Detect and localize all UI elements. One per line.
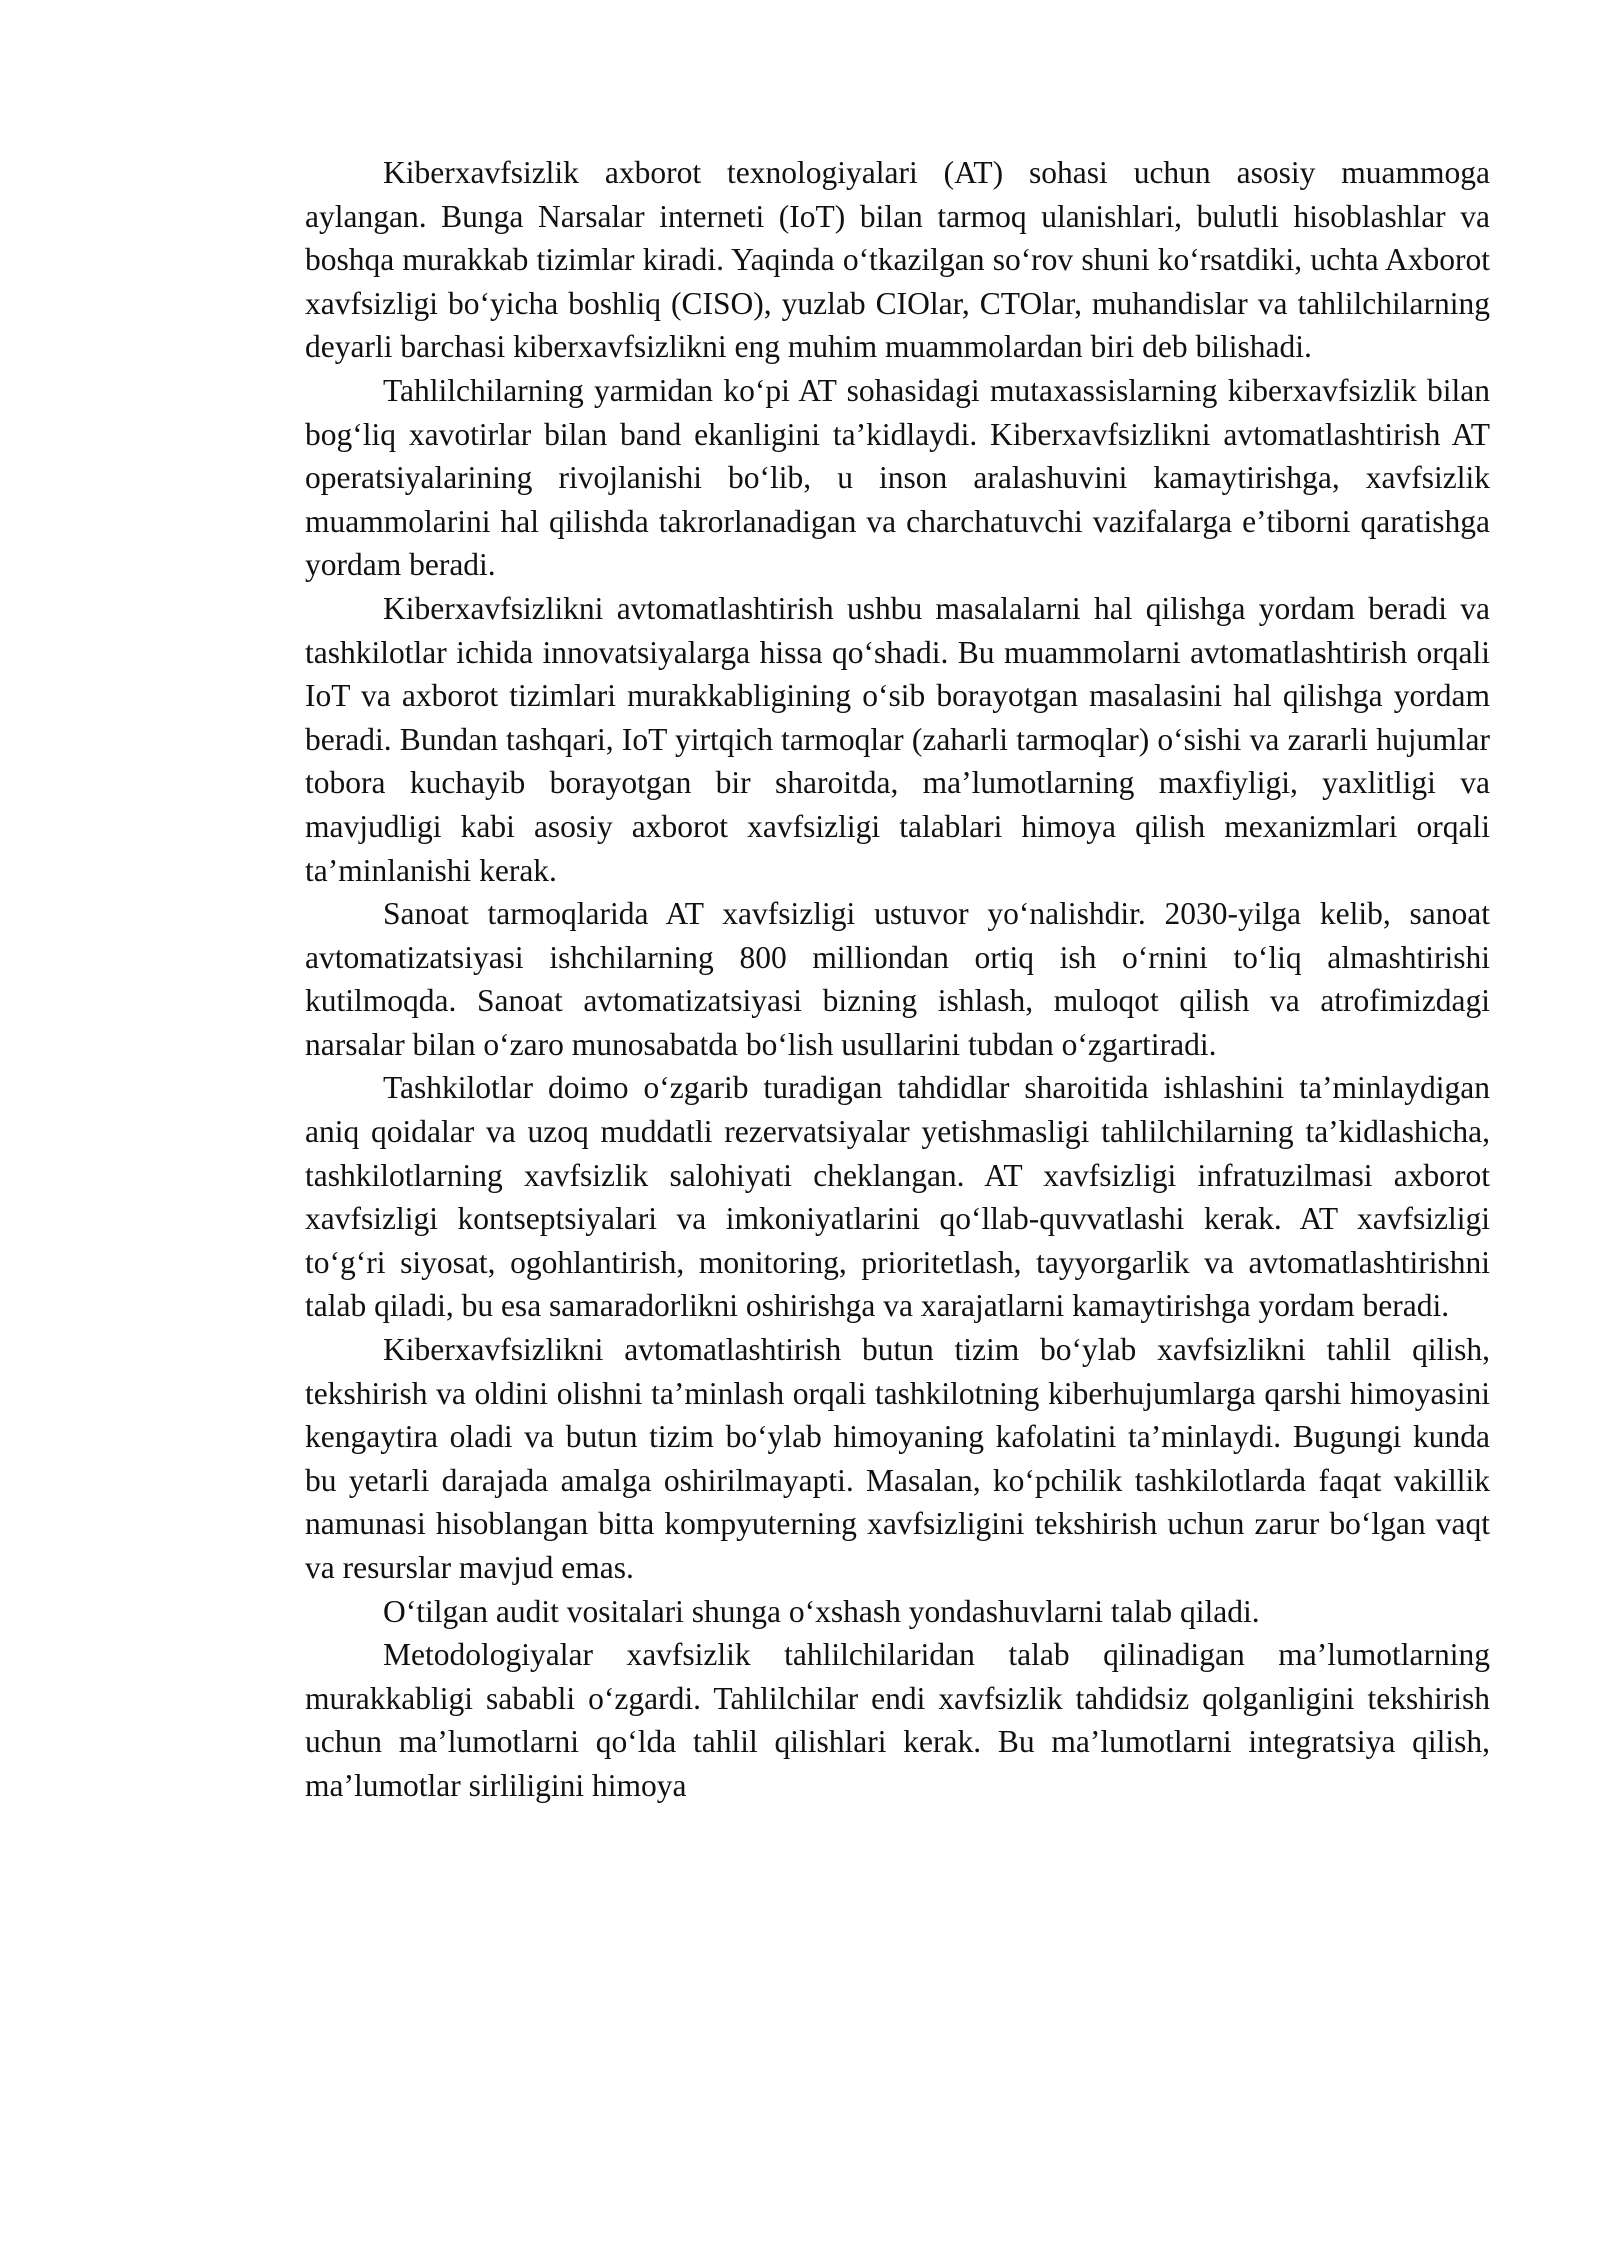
paragraph-2: Tahlilchilarning yarmidan koʻpi AT sohasidagi mutaxassislarning kiberxavfsizlik bilan bogʻliq xavotirlar bilan band ekanligini taʼkidlaydi. Kiberxavfsizlikni avtomatlashtirish AT operatsiyalarining rivojlanishi boʻlib, u inson aralashuvini kamaytirishga, xavfsizlik muammolarini hal qilishda takrorlanadigan va charchatuvchi vazifalarga eʼtiborni qaratishga yordam beradi. xyxy=(305,372,1490,583)
paragraph-6: Kiberxavfsizlikni avtomatlashtirish butun tizim boʻylab xavfsizlikni tahlil qilish, tekshirish va oldini olishni taʼminlash orqali tashkilotning kiberhujumlarga qarshi himoyasini kengaytira oladi va butun tizim boʻylab himoyaning kafolatini taʼminlaydi. Bugungi kunda bu yetarli darajada amalga oshirilmayapti. Masalan, koʻpchilik tashkilotlarda faqat vakillik namunasi hisoblangan bitta kompyuterning xavfsizligini tekshirish uchun zarur boʻlgan vaqt va resurslar mavjud emas. xyxy=(305,1332,1490,1585)
paragraph-8: Metodologiyalar xavfsizlik tahlilchilaridan talab qilinadigan maʼlumotlarning murakkabligi sababli oʻzgardi. Tahlilchilar endi xavfsizlik tahdidsiz qolganligini tekshirish uchun maʼlumotlarni qoʻlda tahlil qilishlari kerak. Bu maʼlumotlarni integratsiya qilish, maʼlumotlar sirliligini himoya xyxy=(305,1637,1490,1803)
paragraph-7: Oʻtilgan audit vositalari shunga oʻxshash yondashuvlarni talab qiladi. xyxy=(383,1593,1260,1629)
paragraph-3: Kiberxavfsizlikni avtomatlashtirish ushbu masalalarni hal qilishga yordam beradi va tashkilotlar ichida innovatsiyalarga hissa qoʻshadi. Bu muammolarni avtomatlashtirish orqali IoT va axborot tizimlari murakkabligining oʻsib borayotgan masalasini hal qilishga yordam beradi. Bundan tashqari, IoT yirtqich tarmoqlar (zaharli tarmoqlar) oʻsishi va zararli hujumlar tobora kuchayib borayotgan bir sharoitda, maʼlumotlarning maxfiyligi, yaxlitligi va mavjudligi kabi asosiy axborot xavfsizligi talablari himoya qilish mexanizmlari orqali taʼminlanishi kerak. xyxy=(305,590,1490,888)
document-body xyxy=(305,151,1490,1808)
paragraph-1: Kiberxavfsizlik axborot texnologiyalari (AT) sohasi uchun asosiy muammoga aylangan. Bunga Narsalar interneti (IoT) bilan tarmoq ulanishlari, bulutli hisoblashlar va boshqa murakkab tizimlar kiradi. Yaqinda oʻtkazilgan soʻrov shuni koʻrsatdiki, uchta Axborot xavfsizligi boʻyicha boshliq (CISO), yuzlab CIOlar, CTOlar, muhandislar va tahlilchilarning deyarli barchasi kiberxavfsizlikni eng muhim muammolardan biri deb bilishadi. xyxy=(305,155,1490,365)
paragraph-5: Tashkilotlar doimo oʻzgarib turadigan tahdidlar sharoitida ishlashini taʼminlaydigan aniq qoidalar va uzoq muddatli rezervatsiyalar yetishmasligi tahlilchilarning taʼkidlashicha, tashkilotlarning xavfsizlik salohiyati cheklangan. AT xavfsizligi infratuzilmasi axborot xavfsizligi kontseptsiyalari va imkoniyatlarini qoʻllab-quvvatlashi kerak. AT xavfsizligi toʻgʻri siyosat, ogohlantirish, monitoring, prioritetlash, tayyorgarlik va avtomatlashtirishni talab qiladi, bu esa samaradorlikni oshirishga va xarajatlarni kamaytirishga yordam beradi. xyxy=(305,1070,1490,1324)
paragraph-4: Sanoat tarmoqlarida AT xavfsizligi ustuvor yoʻnalishdir. 2030-yilga kelib, sanoat avtomatizatsiyasi ishchilarning 800 milliondan ortiq ish oʻrnini toʻliq almashtirishi kutilmoqda. Sanoat avtomatizatsiyasi bizning ishlash, muloqot qilish va atrofimizdagi narsalar bilan oʻzaro munosabatda boʻlish usullarini tubdan oʻzgartiradi. xyxy=(305,896,1490,1062)
